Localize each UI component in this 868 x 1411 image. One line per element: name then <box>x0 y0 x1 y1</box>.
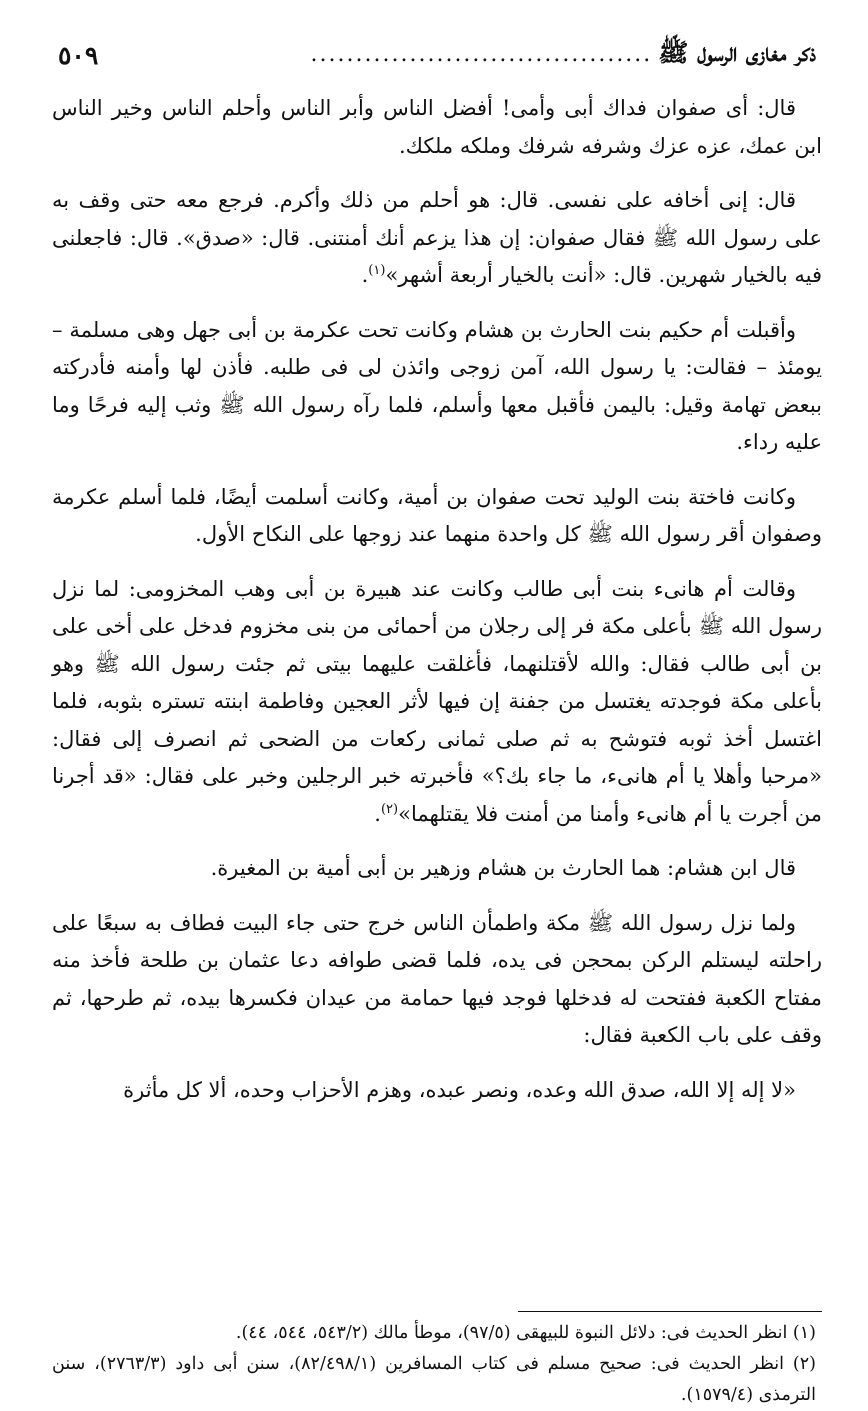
paragraph: وكانت فاختة بنت الوليد تحت صفوان بن أمية، وكانت أسلمت أيضًا، فلما أسلم عكرمة وصفوان أقر رسول الله ﷺ كل واحدة منهما عند زوجها على النكاح الأول. <box>52 484 822 546</box>
page-number: ٥٠٩ <box>58 40 99 70</box>
paragraph: وقالت أم هانىء بنت أبى طالب وكانت عند هبيرة بن أبى وهب المخزومى: لما نزل رسول الله ﷺ بأعلى مكة فر إلى رجلان من أحمائى من بنى مخزوم فدخل على أخى على بن أبى طالب فقال: والله لأقتلنهما، فأغلقت عليهما بيتى ثم جئت رسول الله ﷺ وهو بأعلى مكة فوجدته يغتسل من جفنة إن فيها لأثر العجين وفاطمة ابنته تستره بثوبه، فلما اغتسل أخذ ثوبه فتوشح به ثم صلى ثمانى ركعات من الضحى ثم انصرف إلى فقال: «مرحبا وأهلا يا أم هانىء، ما جاء بك؟» فأخبرته خبر الرجلين وخبر على فقال: «قد أجرنا من أجرت يا أم هانىء وأمنا من أمنت فلا يقتلهما»$^{(٢)}$. <box>52 576 822 826</box>
footnote: (١) انظر الحديث فى: دلائل النبوة للبيهقى (٩٧/٥)، موطأ مالك (٥٤٣/٢، ٥٤٤، ٤٤). <box>235 1323 816 1343</box>
paragraph: ولما نزل رسول الله ﷺ مكة واطمأن الناس خرج حتى جاء البيت فطاف به سبعًا على راحلته ليستلم الركن بمحجن فى يده، فلما قضى طوافه دعا عثمان بن طلحة فأخذ منه مفتاح الكعبة ففتحت له فدخلها فوجد فيها حمامة من عيدان فكسرها بيده، ثم طرحها، ثم وقف على باب الكعبة فقال: <box>52 910 822 1047</box>
footnote-divider <box>518 1311 822 1312</box>
paragraph: قال: إنى أخافه على نفسى. قال: هو أحلم من ذلك وأكرم. فرجع معه حتى وقف به على رسول الله ﷺ فقال صفوان: إن هذا يزعم أنك أمنتنى. قال: «صدق». قال: فاجعلنى فيه بالخيار شهرين. قال: «أنت بالخيار أربعة أشهر»$^{(١)}$. <box>52 188 822 287</box>
paragraph: وأقبلت أم حكيم بنت الحارث بن هشام وكانت تحت عكرمة بن أبى جهل وهى مسلمة – يومئذ – فقالت: يا رسول الله، آمن زوجى وائذن لى فى طلبه. فأذن لها وأمنه فأدركته ببعض تهامة وقيل: باليمن فأقبل معها وأسلم، فلما رآه رسول الله ﷺ وثب إليه فرحًا وما عليه رداء. <box>52 317 822 454</box>
footnote: (٢) انظر الحديث فى: صحيح مسلم فى كتاب المسافرين (٨٢/٤٩٨/١)، سنن أبى داود (٢٧٦٣/٣)، سنن الترمذى (١٥٧٩/٤). <box>52 1354 816 1405</box>
running-title: ذكر مغازى الرسول ﷺ <box>658 37 816 67</box>
footnote-ref[interactable]: (٢) <box>380 801 399 817</box>
footnotes <box>52 1318 816 1411</box>
paragraph: قال ابن هشام: هما الحارث بن هشام وزهير بن أبى أمية بن المغيرة. <box>210 856 796 880</box>
page-body <box>52 90 822 1109</box>
paragraph: قال: أى صفوان فداك أبى وأمى! أفضل الناس وأبر الناس وأحلم الناس وخير الناس ابن عمك، عزه عزك وشرفه شرفك وملكه ملكك. <box>52 96 822 158</box>
paragraph: «لا إله إلا الله، صدق الله وعده، ونصر عبده، وهزم الأحزاب وحده، ألا كل مأثرة <box>123 1077 796 1102</box>
page-header <box>58 36 816 74</box>
leader-dots: ...................................... <box>310 44 653 66</box>
footnote-ref[interactable]: (١) <box>368 263 386 278</box>
